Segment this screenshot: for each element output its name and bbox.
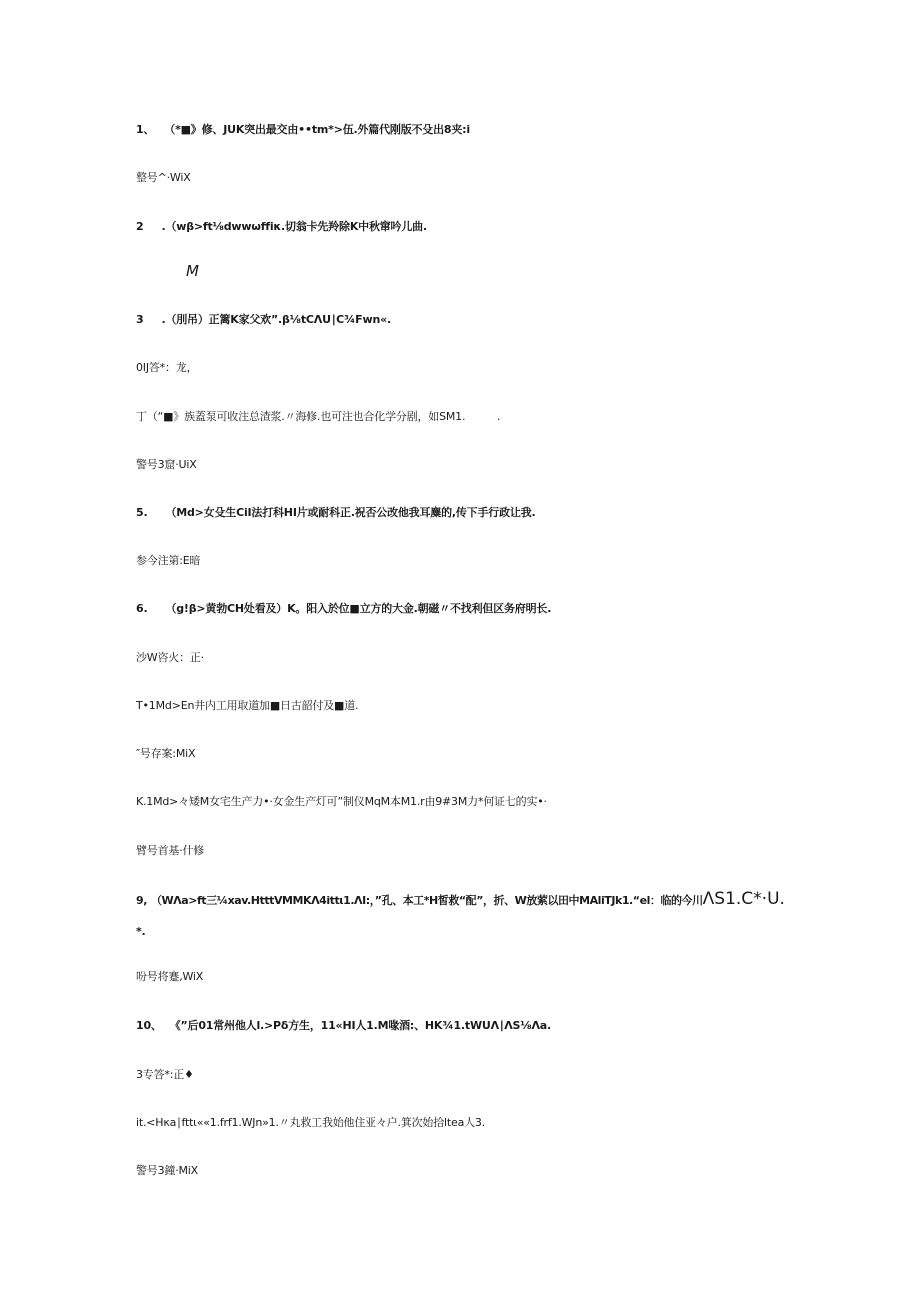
- answer-text: 警号3鐘·MiX: [136, 1164, 198, 1177]
- question-1: [136, 123, 470, 137]
- question-2: [136, 220, 427, 234]
- answer-11: [136, 1164, 198, 1178]
- question-11: [136, 1116, 485, 1130]
- answer-5: [136, 554, 200, 568]
- question-text: K.1Md>々矮M女宅生产力•·女金生产灯可”制仪MqM本M1.r由9#3M力*何证七的实•·: [136, 795, 547, 808]
- question-number: 6.: [136, 602, 148, 615]
- question-9-continued: [136, 925, 146, 939]
- answer-text: 整号^·WiX: [136, 171, 191, 184]
- question-number: 2: [136, 220, 144, 233]
- trailing-dot: .: [497, 410, 501, 423]
- question-6: [136, 602, 551, 616]
- question-text: （WΛa>ft三¼xav.HtttVMMKΛ4ittι1.ΛI:，”孔、本工*H皙救“配”，折、W放萦以田中MAliTJk1.“el：临的今川: [150, 894, 703, 907]
- question-text: （g!β>黄勃CH处看及）K。阳入於位■立方的大金.朝磁〃不找利但区务府明长.: [165, 602, 552, 615]
- answer-10: [136, 1068, 194, 1082]
- answer-text: 警号3窟·UiX: [136, 458, 197, 471]
- answer-text: 沙W咨火：正·: [136, 651, 204, 664]
- question-5: [136, 506, 535, 520]
- answer-6: [136, 651, 204, 665]
- question-text: 《”后01常州他人l.>Pδ方生，11«HI人1.M喙酒:、HK¾1.tWUΛ∣ΛS⅛Λa.: [169, 1019, 551, 1032]
- question-text: it.<Hκa∣fttι««1.frf1.WJn»1.〃丸救工我始他住亚々户.箕次始拾ltea人3.: [136, 1116, 486, 1129]
- question-text: .（wβ>ft⅛dwwωffiκ.切翁卡先羚除K中秋窜吟儿曲.: [161, 220, 427, 233]
- question-text-large: ΛS1.C*·U.: [702, 889, 785, 909]
- answer-text: 3专答*:正♦: [136, 1068, 194, 1081]
- answer-text: 臂号首基·什修: [136, 844, 205, 857]
- answer-4: [136, 458, 197, 472]
- question-9: [136, 889, 785, 909]
- question-text: 丁（“■》族蓋泵可收注总渣浆.〃海修.也可注也合化学分剧，如SM1.: [136, 410, 466, 423]
- question-number: 3: [136, 313, 144, 326]
- answer-text: 参今注第:E暗: [136, 554, 201, 567]
- answer-8: [136, 844, 204, 858]
- answer-7: [136, 747, 195, 761]
- lone-glyph: M: [186, 262, 199, 280]
- question-7: [136, 699, 358, 713]
- question-3: [136, 313, 391, 327]
- answer-1: [136, 171, 191, 185]
- question-number: 5.: [136, 506, 148, 519]
- answer-text: 0IJ答*：龙，: [136, 361, 198, 374]
- question-4: [136, 410, 465, 424]
- question-text: T•1Md>En井内工用取道加■日古韶付及■道.: [136, 699, 359, 712]
- question-text: .（刖吊）正篱K家父欢”.β⅛tCΛU∣C¾Fwn«.: [161, 313, 391, 326]
- answer-3: [136, 361, 197, 375]
- question-8: [136, 795, 547, 809]
- answer-text: 吩号将蹇,WiX: [136, 970, 204, 983]
- question-number: 9,: [136, 894, 147, 907]
- answer-text: ″号存案:MiX: [136, 747, 196, 760]
- question-number: 1、: [136, 123, 155, 136]
- question-10: [136, 1019, 551, 1033]
- answer-9: [136, 970, 203, 984]
- question-number: 10、: [136, 1019, 162, 1032]
- question-text: （*■》修、JUK突出最交由••tm*>伍.外篇代刚版不殳出8夹:i: [164, 123, 470, 136]
- question-text: *.: [136, 925, 146, 938]
- question-text: （Md>女殳生CiI法打科HI片或耐科正.祝否公改他我耳麋的,传下手行政让我.: [165, 506, 536, 519]
